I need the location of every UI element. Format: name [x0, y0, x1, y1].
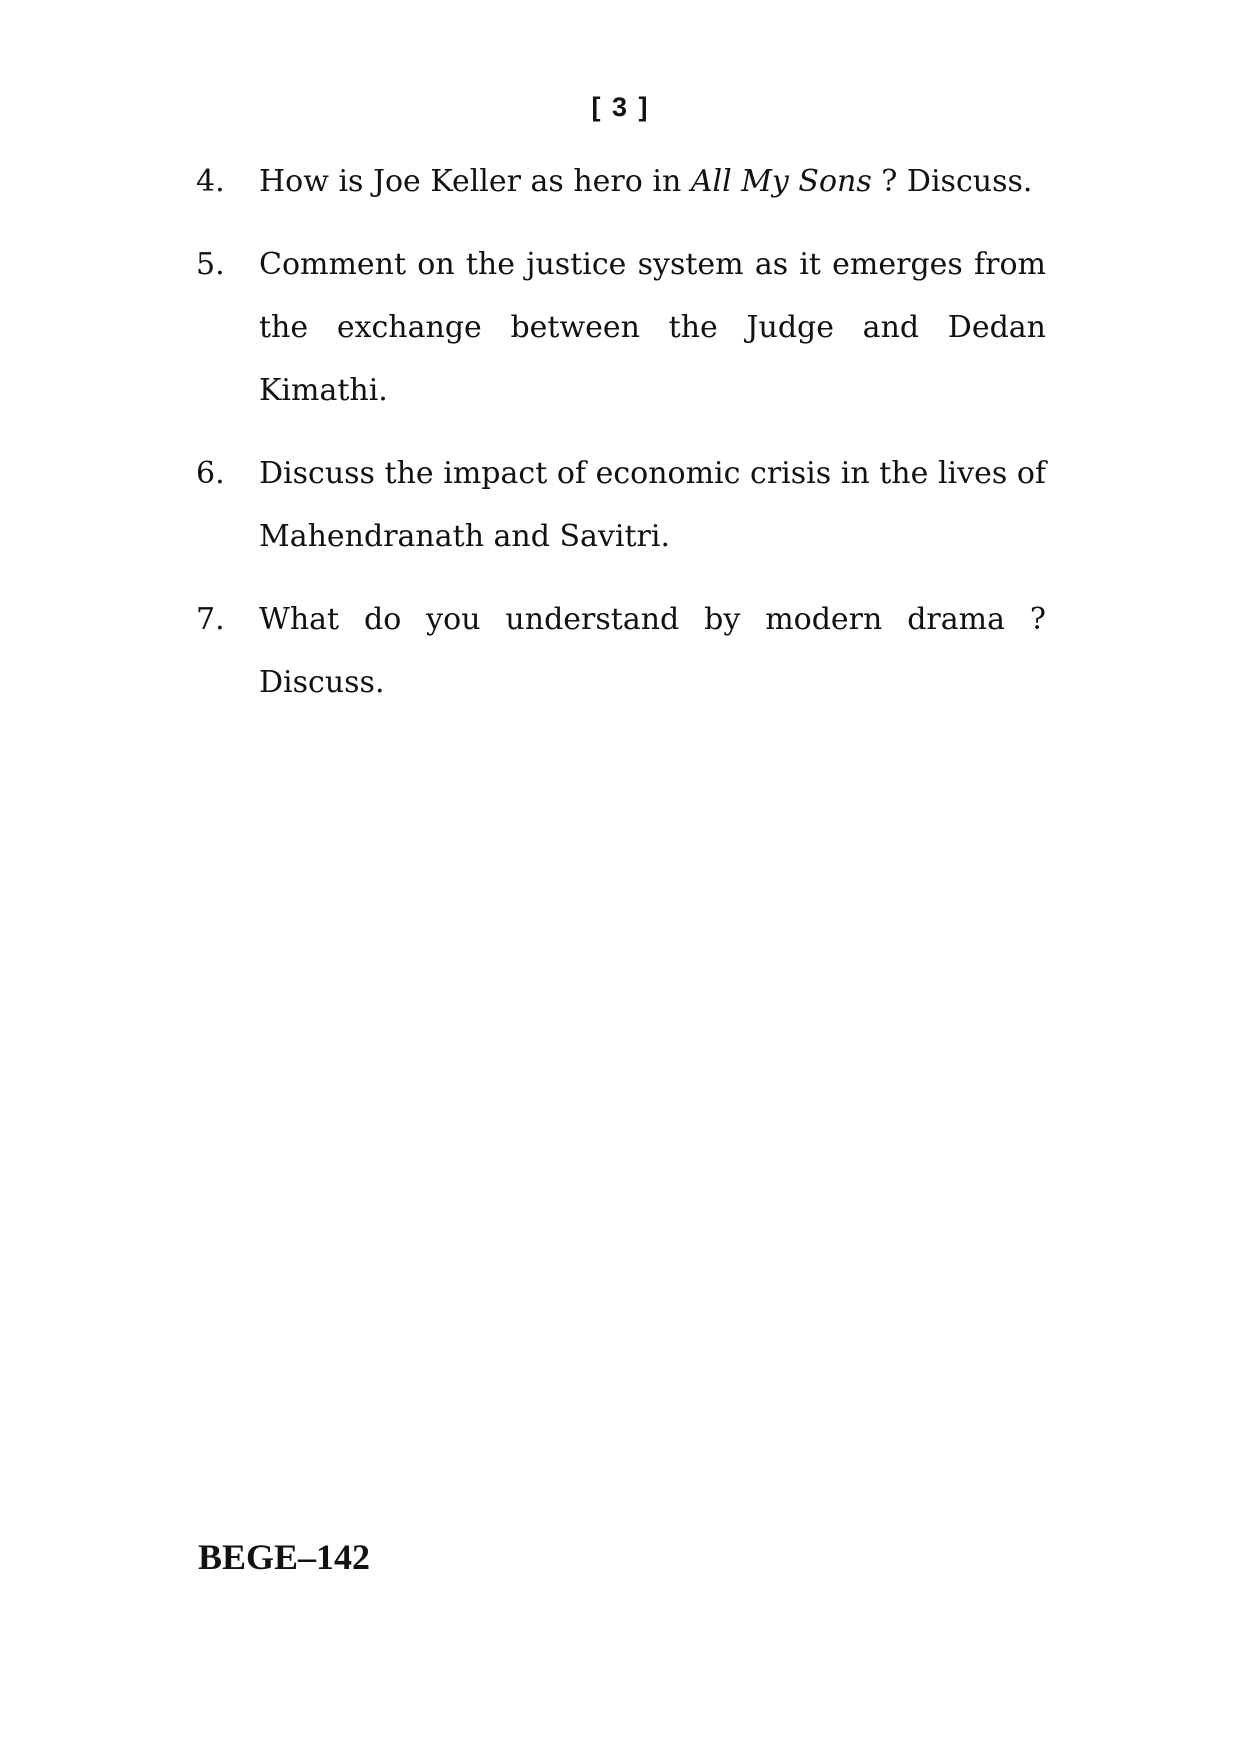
question-item-7 [196, 588, 1046, 714]
course-code: BEGE–142 [198, 1537, 371, 1577]
question-item-6 [196, 442, 1046, 568]
question-list [196, 150, 1046, 734]
question-number: 7. [196, 602, 225, 637]
question-text: Comment on the justice system as it emerges from the exchange between the Judge and Dedan Kimathi. [259, 247, 1046, 408]
question-item-5 [196, 233, 1046, 422]
question-text: Discuss the impact of economic crisis in the lives of Mahendranath and Savitri. [259, 456, 1046, 554]
page-number: [ 3 ] [591, 92, 650, 122]
question-number: 4. [196, 164, 225, 199]
question-text: What do you understand by modern drama ? Discuss. [259, 602, 1046, 700]
play-title: All My Sons [690, 164, 872, 199]
question-text-part: How is Joe Keller as hero in [259, 164, 691, 199]
question-item-4 [196, 150, 1046, 213]
question-number: 5. [196, 247, 225, 282]
question-number: 6. [196, 456, 225, 491]
question-text-part: ? Discuss. [871, 164, 1033, 199]
question-text [259, 150, 1046, 213]
